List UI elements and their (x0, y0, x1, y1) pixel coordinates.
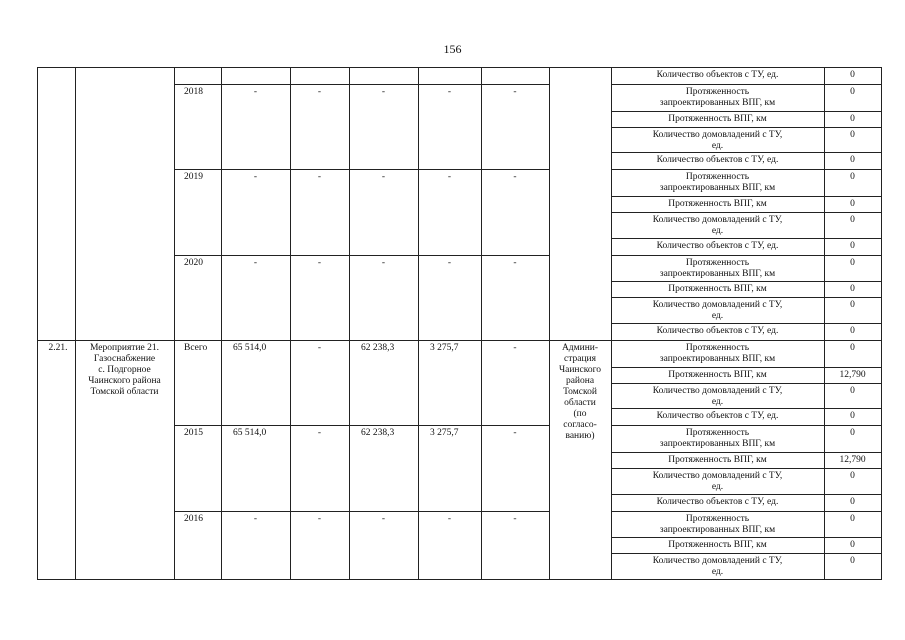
row-line (611, 553, 881, 554)
funding-value: - (513, 258, 517, 268)
indicator-value: 0 (850, 130, 855, 140)
funding-value: - (447, 172, 452, 182)
indicator-name: ед. (711, 397, 724, 407)
column-line (75, 67, 76, 579)
year-label: 2020 (184, 258, 203, 268)
funding-value: - (447, 514, 452, 524)
funding-value: - (317, 514, 322, 524)
block-line (174, 84, 549, 85)
row-line (611, 537, 881, 538)
executor-line-text: района (565, 376, 595, 386)
indicator-name: Протяженность (685, 343, 750, 353)
indicator-name: Протяженность (685, 87, 750, 97)
indicator-name: Протяженность (685, 172, 750, 182)
indicator-name: запроектированных ВПГ, км (659, 354, 776, 364)
indicator-name: Протяженность (685, 428, 750, 438)
funding-value: 3 275,7 (430, 343, 459, 353)
funding-value: - (447, 258, 452, 268)
indicator-value: 0 (850, 428, 855, 438)
row-line (611, 383, 881, 384)
block-line (174, 340, 549, 341)
executor-line-text: Админи- (561, 343, 599, 353)
column-line (174, 67, 175, 579)
indicator-name: запроектированных ВПГ, км (659, 183, 776, 193)
indicator-value: 0 (850, 87, 855, 97)
indicator-value: 0 (850, 514, 855, 524)
event-line (37, 340, 174, 341)
indicator-name: Количество объектов с ТУ, ед. (656, 155, 779, 165)
table-border-bottom (37, 579, 882, 580)
row-line (611, 169, 881, 170)
indicator-value: 0 (850, 114, 855, 124)
indicator-value: 12,790 (839, 370, 866, 380)
indicator-name: запроектированных ВПГ, км (659, 98, 776, 108)
indicator-name: ед. (711, 567, 724, 577)
row-line (611, 127, 881, 128)
indicator-value: 0 (850, 326, 855, 336)
row-line (611, 408, 881, 409)
year-label: Всего (184, 343, 208, 353)
funding-value: 3 275,7 (430, 428, 459, 438)
funding-value: - (317, 87, 322, 97)
executor-line-text: области (564, 398, 596, 408)
table-border-right (881, 67, 882, 579)
indicator-name: Протяженность ВПГ, км (668, 284, 767, 294)
column-line (221, 67, 222, 579)
indicator-name: Протяженность (685, 514, 750, 524)
column-line (290, 67, 291, 579)
event-name-line: Газоснабжение (93, 354, 156, 364)
funding-value: - (317, 428, 322, 438)
row-line (611, 452, 881, 453)
indicator-value: 0 (850, 70, 855, 80)
funding-value: - (317, 258, 322, 268)
funding-value: 62 238,3 (361, 428, 395, 438)
column-line (349, 67, 350, 579)
indicator-value: 0 (850, 155, 855, 165)
column-line (549, 67, 550, 579)
funding-value: 62 238,3 (361, 343, 395, 353)
table-border-left (37, 67, 38, 579)
event-name-line: с. Подгорное (98, 365, 151, 375)
indicator-value: 0 (850, 497, 855, 507)
row-line (611, 212, 881, 213)
indicator-value: 0 (850, 540, 855, 550)
row-line (611, 238, 881, 239)
row-line (611, 468, 881, 469)
year-label: 2018 (184, 87, 203, 97)
block-line (174, 169, 549, 170)
executor-line-text: ванию) (565, 431, 595, 441)
indicator-value: 0 (850, 300, 855, 310)
indicator-value: 0 (850, 556, 855, 566)
block-line (174, 511, 549, 512)
row-line (611, 511, 881, 512)
executor-line-text: Томской (563, 387, 597, 397)
row-line (611, 367, 881, 368)
block-line (174, 255, 549, 256)
indicator-name: ед. (711, 141, 724, 151)
funding-value: - (513, 172, 517, 182)
row-line (611, 111, 881, 112)
row-line (611, 255, 881, 256)
page-number: 156 (443, 42, 462, 56)
column-line (481, 67, 482, 579)
funding-value: - (513, 87, 517, 97)
indicator-name: запроектированных ВПГ, км (659, 269, 776, 279)
event-number: 2.21. (48, 343, 68, 353)
indicator-name: Количество объектов с ТУ, ед. (656, 497, 779, 507)
funding-value: - (513, 343, 517, 353)
indicator-name: Количество объектов с ТУ, ед. (656, 411, 779, 421)
column-line (418, 67, 419, 579)
event-name-line: Томской области (90, 387, 159, 397)
indicator-name: Протяженность ВПГ, км (668, 199, 767, 209)
funding-value: - (253, 514, 258, 524)
indicator-value: 12,790 (839, 455, 866, 465)
year-label: 2016 (184, 514, 203, 524)
funding-value: - (381, 258, 386, 268)
indicator-value: 0 (850, 172, 855, 182)
funding-value: 65 514,0 (233, 428, 267, 438)
indicator-name: Протяженность ВПГ, км (668, 114, 767, 124)
indicator-name: ед. (711, 226, 724, 236)
indicator-value: 0 (850, 258, 855, 268)
indicator-table (37, 67, 881, 579)
indicator-name: Количество домовладений с ТУ, (652, 471, 783, 481)
indicator-name: запроектированных ВПГ, км (659, 439, 776, 449)
indicator-name: Количество домовладений с ТУ, (652, 215, 783, 225)
indicator-name: Протяженность ВПГ, км (668, 370, 767, 380)
indicator-name: Количество объектов с ТУ, ед. (656, 241, 779, 251)
executor-line-text: Чаинского (558, 365, 602, 375)
row-line (611, 84, 881, 85)
indicator-name: Протяженность (685, 258, 750, 268)
funding-value: 65 514,0 (233, 343, 267, 353)
event-name-line: Чаинского района (88, 376, 161, 386)
executor-line-text: страция (564, 354, 596, 364)
row-line (611, 494, 881, 495)
row-line (611, 297, 881, 298)
indicator-value: 0 (850, 215, 855, 225)
indicator-name: Количество домовладений с ТУ, (652, 300, 783, 310)
indicator-name: Количество домовладений с ТУ, (652, 386, 783, 396)
executor-line (549, 340, 611, 341)
funding-value: - (381, 172, 386, 182)
row-line (611, 340, 881, 341)
indicator-name: ед. (711, 482, 724, 492)
indicator-value: 0 (850, 471, 855, 481)
row-line (611, 323, 881, 324)
row-line (611, 152, 881, 153)
funding-value: - (253, 258, 258, 268)
funding-value: - (253, 87, 258, 97)
indicator-name: ед. (711, 311, 724, 321)
indicator-name: Протяженность ВПГ, км (668, 455, 767, 465)
indicator-value: 0 (850, 343, 855, 353)
indicator-value: 0 (850, 241, 855, 251)
funding-value: - (513, 514, 517, 524)
indicator-name: Протяженность ВПГ, км (668, 540, 767, 550)
indicator-value: 0 (850, 284, 855, 294)
table-border-top (37, 67, 881, 68)
event-name-line: Мероприятие 21. (89, 343, 160, 353)
indicator-value: 0 (850, 386, 855, 396)
indicator-name: Количество объектов с ТУ, ед. (656, 70, 779, 80)
indicator-name: запроектированных ВПГ, км (659, 525, 776, 535)
executor-line-text: (по (573, 409, 587, 419)
row-line (611, 281, 881, 282)
funding-value: - (253, 172, 258, 182)
year-label: 2019 (184, 172, 203, 182)
indicator-name: Количество домовладений с ТУ, (652, 130, 783, 140)
funding-value: - (381, 87, 386, 97)
row-line (611, 425, 881, 426)
funding-value: - (513, 428, 517, 438)
indicator-name: Количество объектов с ТУ, ед. (656, 326, 779, 336)
indicator-name: Количество домовладений с ТУ, (652, 556, 783, 566)
funding-value: - (317, 343, 322, 353)
funding-value: - (381, 514, 386, 524)
funding-value: - (317, 172, 322, 182)
row-line (611, 196, 881, 197)
funding-value: - (447, 87, 452, 97)
block-line (174, 425, 549, 426)
executor-line-text: согласо- (563, 420, 597, 430)
indicator-value: 0 (850, 199, 855, 209)
indicator-value: 0 (850, 411, 855, 421)
year-label: 2015 (184, 428, 203, 438)
